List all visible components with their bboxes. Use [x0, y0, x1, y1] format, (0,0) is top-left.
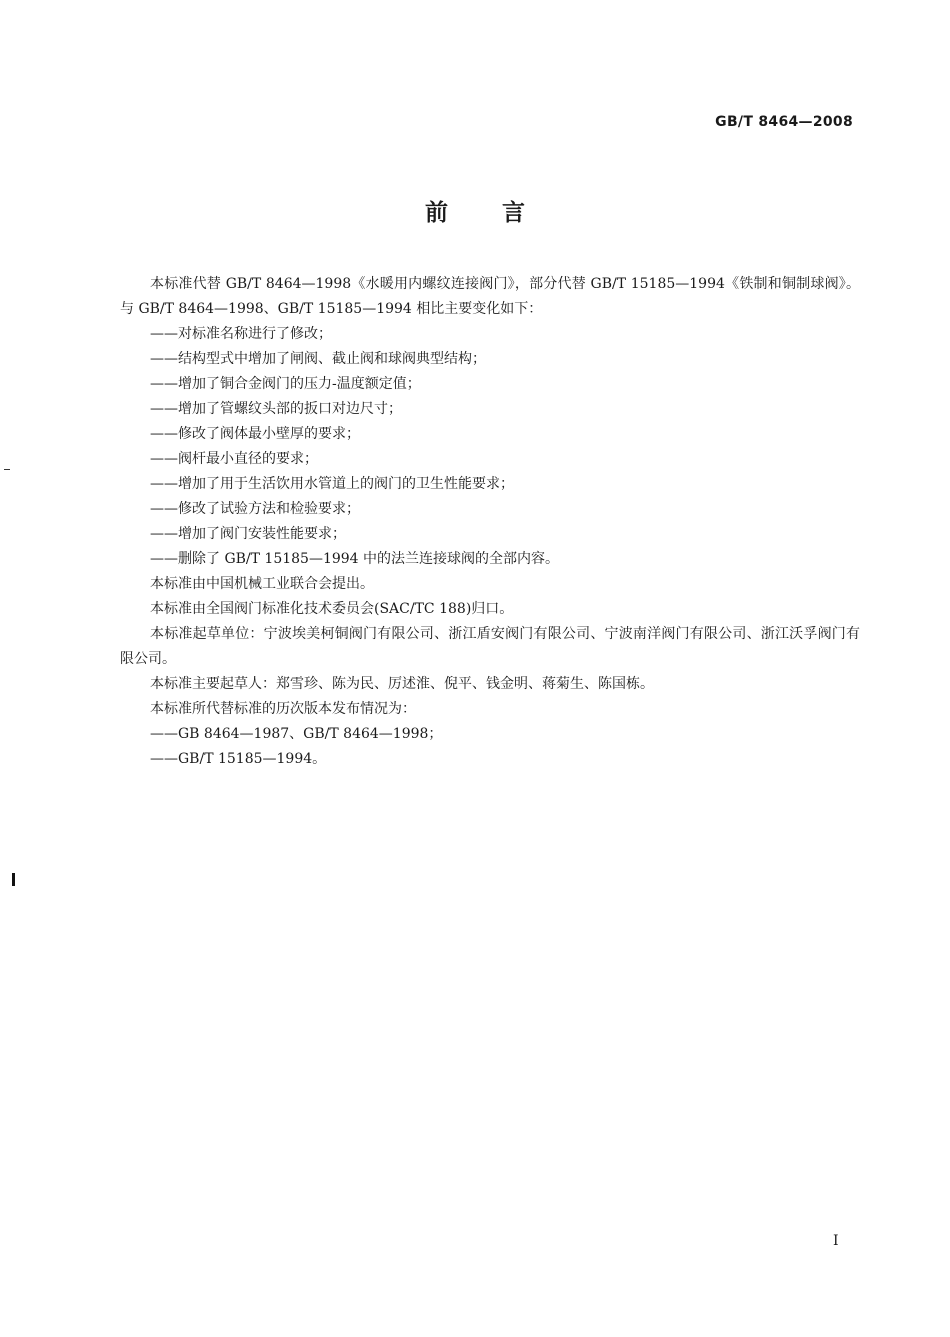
page-number: I: [833, 1233, 839, 1249]
foreword-body: [120, 272, 860, 772]
list-item: ——增加了管螺纹头部的扳口对边尺寸；: [150, 401, 402, 417]
paragraph: 本标准所代替标准的历次版本发布情况为：: [150, 701, 416, 717]
list-item: ——删除了 GB/T 15185—1994 中的法兰连接球阀的全部内容。: [150, 551, 560, 567]
paragraph: 本标准主要起草人：郑雪珍、陈为民、厉述淮、倪平、钱金明、蒋菊生、陈国栋。: [150, 676, 654, 692]
paragraph: 本标准起草单位：宁波埃美柯铜阀门有限公司、浙江盾安阀门有限公司、宁波南洋阀门有限公司、浙江沃孚阀门有限公司。: [120, 626, 860, 667]
scan-artifact: [12, 873, 15, 886]
list-item: ——GB 8464—1987、GB/T 8464—1998；: [150, 726, 443, 742]
paragraph: 本标准由全国阀门标准化技术委员会(SAC/TC 188)归口。: [150, 601, 514, 617]
page-title: 前言: [425, 200, 579, 226]
list-item: ——增加了阀门安装性能要求；: [150, 526, 346, 542]
list-item: ——对标准名称进行了修改；: [150, 326, 332, 342]
standard-code: GB/T 8464—2008: [715, 114, 853, 130]
list-item: ——结构型式中增加了闸阀、截止阀和球阀典型结构；: [150, 351, 486, 367]
list-item: ——GB/T 15185—1994。: [150, 751, 327, 767]
list-item: ——修改了阀体最小壁厚的要求；: [150, 426, 360, 442]
list-item: ——修改了试验方法和检验要求；: [150, 501, 360, 517]
paragraph: 本标准由中国机械工业联合会提出。: [150, 576, 374, 592]
list-item: ——阀杆最小直径的要求；: [150, 451, 318, 467]
list-item: ——增加了铜合金阀门的压力-温度额定值；: [150, 376, 421, 392]
list-item: ——增加了用于生活饮用水管道上的阀门的卫生性能要求；: [150, 476, 514, 492]
paragraph: 本标准代替 GB/T 8464—1998《水暖用内螺纹连接阀门》，部分代替 GB/T 15185—1994《铁制和铜制球阀》。与 GB/T 8464—1998、GB/T 15185—1994 相比主要变化如下：: [120, 276, 860, 317]
scan-artifact: [4, 469, 10, 470]
